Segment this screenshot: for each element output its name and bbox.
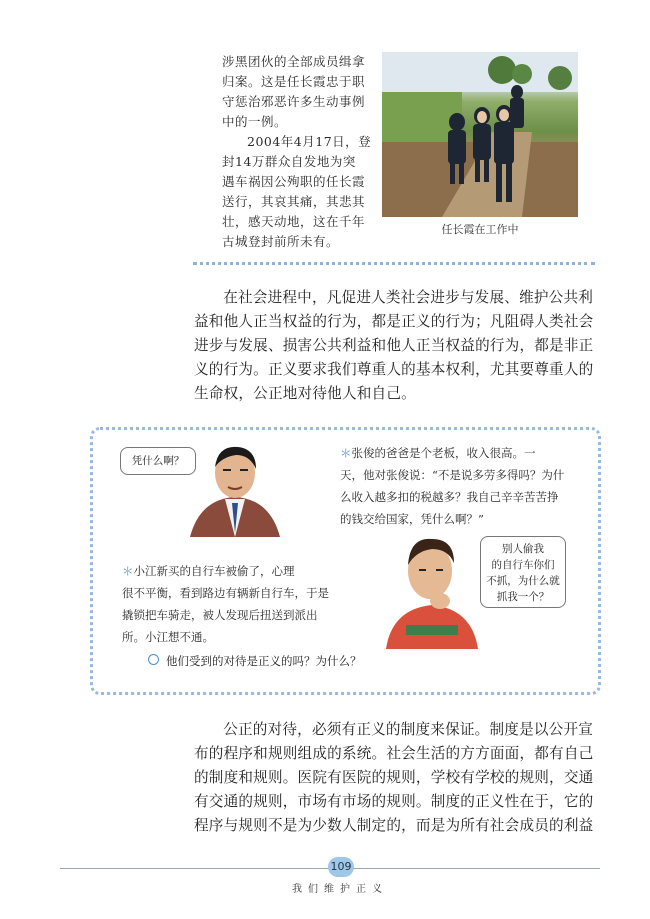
story-line: 的钱交给国家，凭什么啊？” [340, 512, 484, 526]
intro-line: 守惩治邪恶许多生动事例 [222, 94, 366, 109]
intro-line: 送行，其哀其痛，其悲其 [222, 194, 366, 209]
intro-line: 遇车祸因公殉职的任长霞 [222, 174, 366, 189]
intro-line: 古城登封前所未有。 [222, 234, 340, 249]
paragraph-line: 义的行为。正义要求我们尊重人的基本权利，尤其要尊重人的 [194, 361, 594, 378]
paragraph-line: 布的程序和规则组成的系统。社会生活的方方面面，都有自己 [194, 745, 594, 762]
bubble-line: 抓我一个？ [496, 591, 550, 603]
speech-bubble-father: 凭什么啊？ [120, 447, 196, 475]
story-line: 撬锁把车骑走，被人发现后扭送到派出 [122, 608, 318, 622]
intro-line: 涉黑团伙的全部成员缉拿 [222, 54, 366, 69]
boy-illustration [382, 527, 482, 649]
paragraph-justice-definition [194, 286, 604, 406]
intro-line: 封14万群众自发地为突 [222, 154, 356, 169]
discussion-question: 他们受到的对待是正义的吗？为什么？ [166, 654, 362, 668]
story-line: 天，他对张俊说：“不是说多劳多得吗？为什 [340, 468, 565, 482]
intro-line: 2004年4月17日，登 [247, 134, 372, 149]
intro-line: 中的一例。 [222, 114, 288, 129]
paragraph-line: 公正的对待，必须有正义的制度来保证。制度是以公开宣 [223, 721, 594, 738]
photo-illustration [382, 52, 578, 217]
speech-bubble-xiaojiang [480, 536, 566, 608]
story-line: 很不平衡，看到路边有辆新自行车，于是 [122, 586, 329, 600]
intro-line: 壮，感天动地，这在千年 [222, 214, 366, 229]
story-line: 么收入越多扣的税越多？我自己辛辛苦苦挣 [340, 490, 559, 504]
star-icon: ＊ [340, 446, 352, 460]
story-line: 所。小江想不通。 [122, 630, 214, 644]
paragraph-line: 进步与发展、损害公共利益和他人正当权益的行为，都是非正 [194, 337, 594, 354]
intro-text-block [222, 52, 377, 252]
businessman-illustration [180, 437, 290, 537]
intro-line: 归案。这是任长霞忠于职 [222, 74, 366, 89]
paragraph-institutions [194, 718, 604, 838]
story-zhang-jun [340, 442, 585, 530]
bubble-line: 的自行车你们 [491, 559, 555, 571]
paragraph-line: 有交通的规则，市场有市场的规则。制度的正义性在于，它的 [194, 793, 594, 810]
paragraph-line: 益和他人正当权益的行为，都是正义的行为；凡阻碍人类社会 [194, 313, 594, 330]
bubble-line: 别人偷我 [502, 543, 544, 555]
story-line: 小江新买的自行车被偷了，心理 [133, 564, 295, 578]
paragraph-line: 程序与规则不是为少数人制定的，而是为所有社会成员的利益 [194, 817, 594, 834]
section-divider [193, 262, 595, 265]
paragraph-line: 生命权，公正地对待他人和自己。 [194, 385, 416, 402]
photo-ren-changxia [382, 52, 578, 217]
bubble-line: 不抓，为什么就 [486, 575, 560, 587]
star-icon: ＊ [122, 564, 134, 578]
paragraph-line: 在社会进程中，凡促进人类社会进步与发展、维护公共利 [223, 289, 594, 306]
story-xiao-jiang [122, 560, 367, 648]
paragraph-line: 的制度和规则。医院有医院的规则，学校有学校的规则，交通 [194, 769, 594, 786]
story-line: 张俊的爸爸是个老板，收入很高。一 [351, 446, 536, 460]
page-number: 109 [328, 857, 354, 877]
chapter-footer-title: 我们维护正义 [292, 884, 388, 895]
question-circle-icon [148, 654, 159, 665]
photo-caption: 任长霞在工作中 [441, 223, 519, 236]
